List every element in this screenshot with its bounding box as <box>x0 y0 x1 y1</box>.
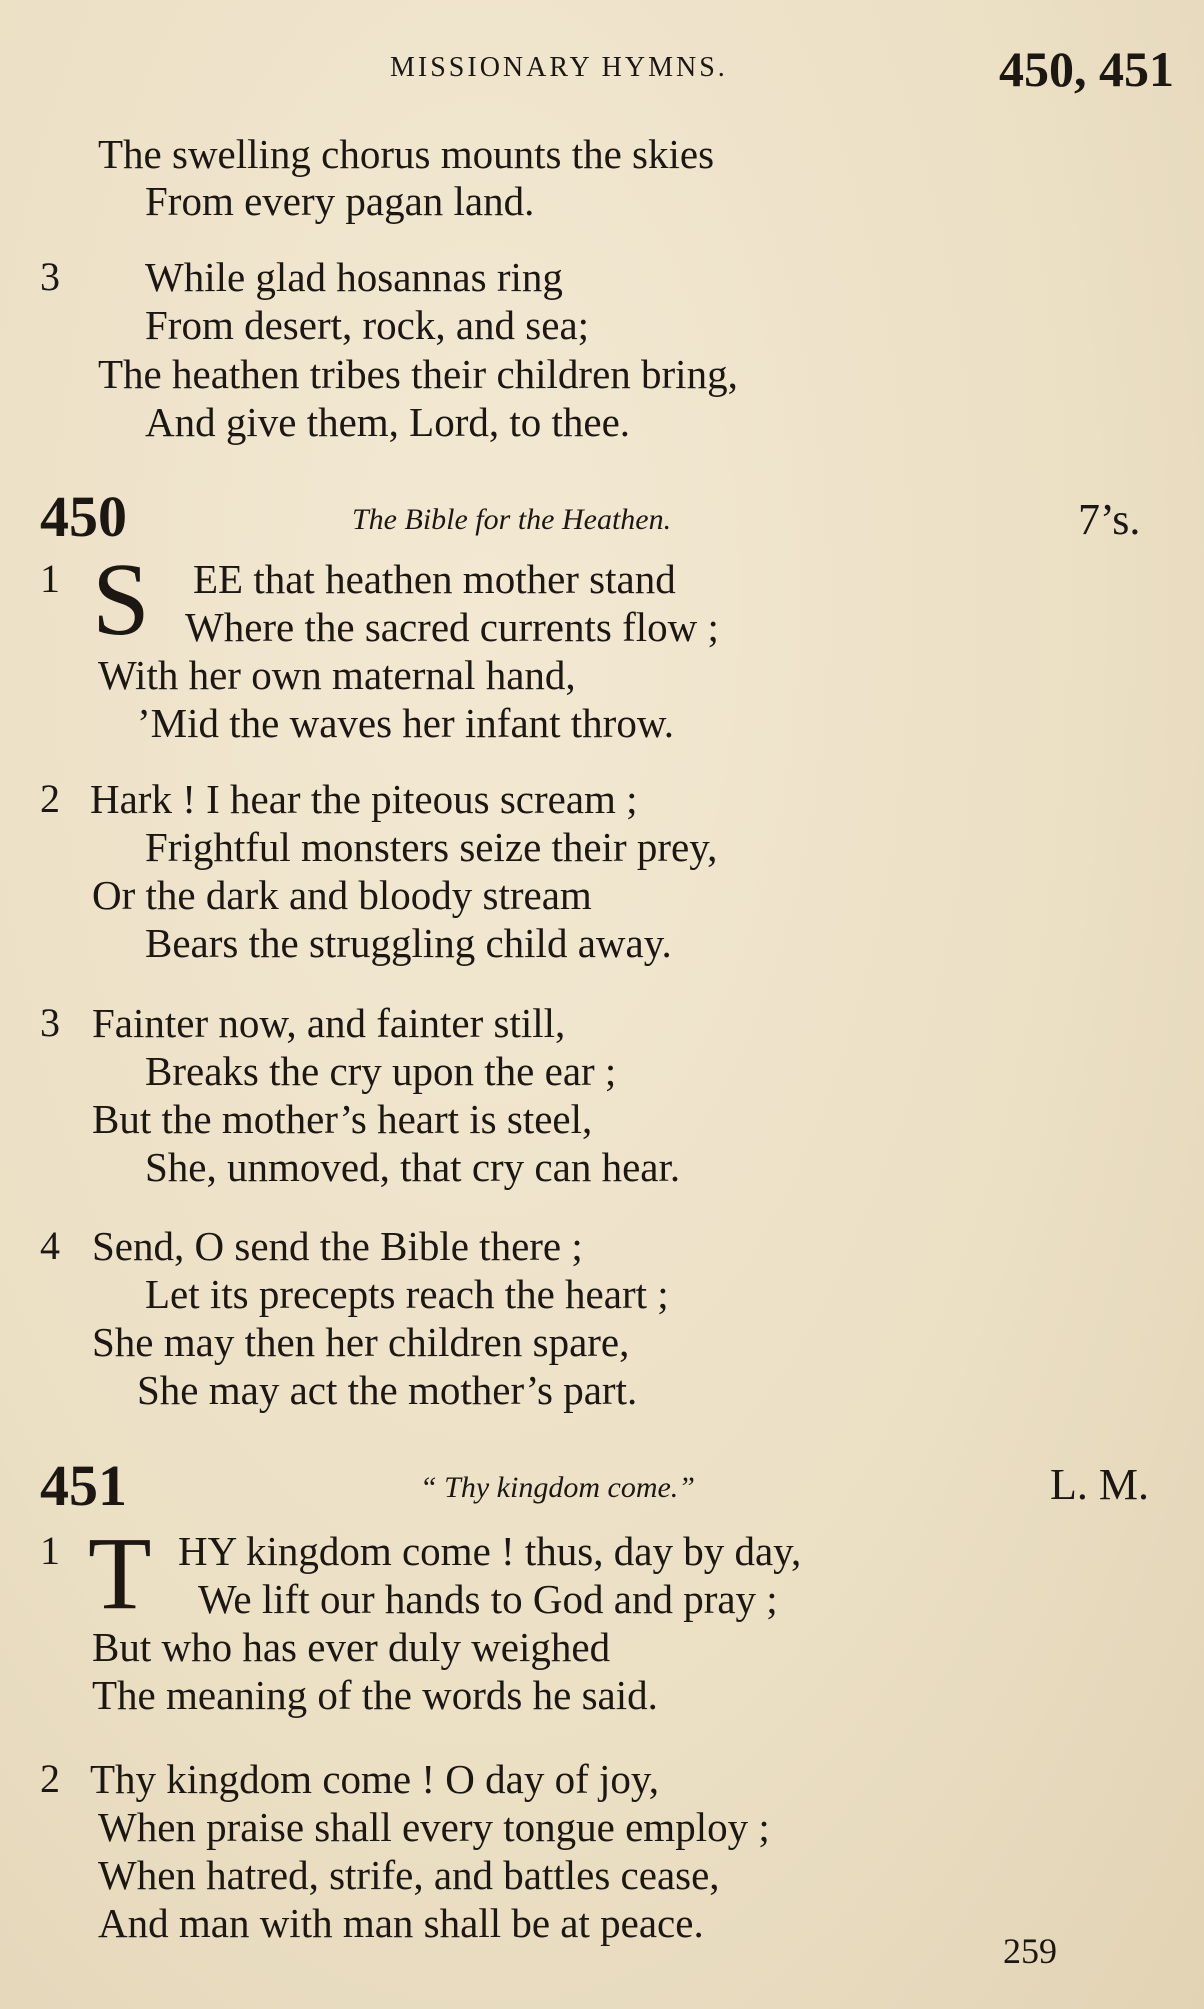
verse-line: Let its precepts reach the heart ; <box>145 1271 669 1317</box>
verse-line: From every pagan land. <box>145 178 535 224</box>
running-title: MISSIONARY HYMNS. <box>390 52 728 83</box>
verse-line: And man with man shall be at peace. <box>98 1900 704 1946</box>
verse-line: Fainter now, and fainter still, <box>92 1000 566 1046</box>
verse-line: Or the dark and bloody stream <box>92 872 592 918</box>
verse-line: EE that heathen mother stand <box>193 556 676 602</box>
drop-cap: T <box>88 1516 152 1631</box>
verse-line: With her own maternal hand, <box>98 652 576 698</box>
verse-line: The meaning of the words he said. <box>92 1672 658 1718</box>
verse-line: Frightful monsters seize their prey, <box>145 824 718 870</box>
verse-line: Breaks the cry upon the ear ; <box>145 1048 617 1094</box>
hymn-number: 450 <box>40 484 127 549</box>
page-header <box>390 40 1174 100</box>
verse-line: Bears the struggling child away. <box>145 920 672 966</box>
verse-line: When praise shall every tongue employ ; <box>98 1804 770 1850</box>
stanza-number: 3 <box>40 1000 60 1045</box>
hymn-title: “ Thy kingdom come.” <box>420 1471 695 1504</box>
verse-line: And give them, Lord, to thee. <box>145 399 631 445</box>
drop-cap: S <box>92 542 150 657</box>
verse-line: She may then her children spare, <box>92 1319 630 1365</box>
verse-line: But the mother’s heart is steel, <box>92 1096 593 1142</box>
verse-line: Thy kingdom come ! O day of joy, <box>90 1756 659 1802</box>
hymn-meter: 7’s. <box>1078 495 1141 544</box>
stanza-number: 4 <box>40 1223 60 1268</box>
verse-line: HY kingdom come ! thus, day by day, <box>178 1528 802 1574</box>
page-number: 259 <box>1003 1931 1057 1971</box>
verse-line: She may act the mother’s part. <box>137 1367 638 1413</box>
verse-line: Where the sacred currents flow ; <box>185 604 719 650</box>
verse-line: But who has ever duly weighed <box>92 1624 611 1670</box>
verse-line: ’Mid the waves her infant throw. <box>137 700 675 746</box>
stanza-number: 2 <box>40 776 60 821</box>
verse-line: The heathen tribes their children bring, <box>98 351 738 397</box>
verse-line: While glad hosannas ring <box>145 254 563 300</box>
verse-line: Hark ! I hear the piteous scream ; <box>90 776 638 822</box>
verse-line: When hatred, strife, and battles cease, <box>98 1852 720 1898</box>
stanza-number: 2 <box>40 1756 60 1801</box>
verse-line: She, unmoved, that cry can hear. <box>145 1144 681 1190</box>
stanza-number: 1 <box>40 556 60 601</box>
verse-line: From desert, rock, and sea; <box>145 302 590 348</box>
hymn-title: The Bible for the Heathen. <box>352 503 672 536</box>
hymn-range: 450, 451 <box>999 41 1174 97</box>
hymn-number: 451 <box>40 1453 127 1518</box>
verse-line: The swelling chorus mounts the skies <box>98 131 715 177</box>
verse-line: We lift our hands to God and pray ; <box>198 1576 778 1622</box>
verse-line: Send, O send the Bible there ; <box>92 1223 583 1269</box>
stanza-number: 1 <box>40 1528 60 1573</box>
stanza-number: 3 <box>40 254 60 299</box>
hymn-meter: L. M. <box>1050 1460 1149 1509</box>
